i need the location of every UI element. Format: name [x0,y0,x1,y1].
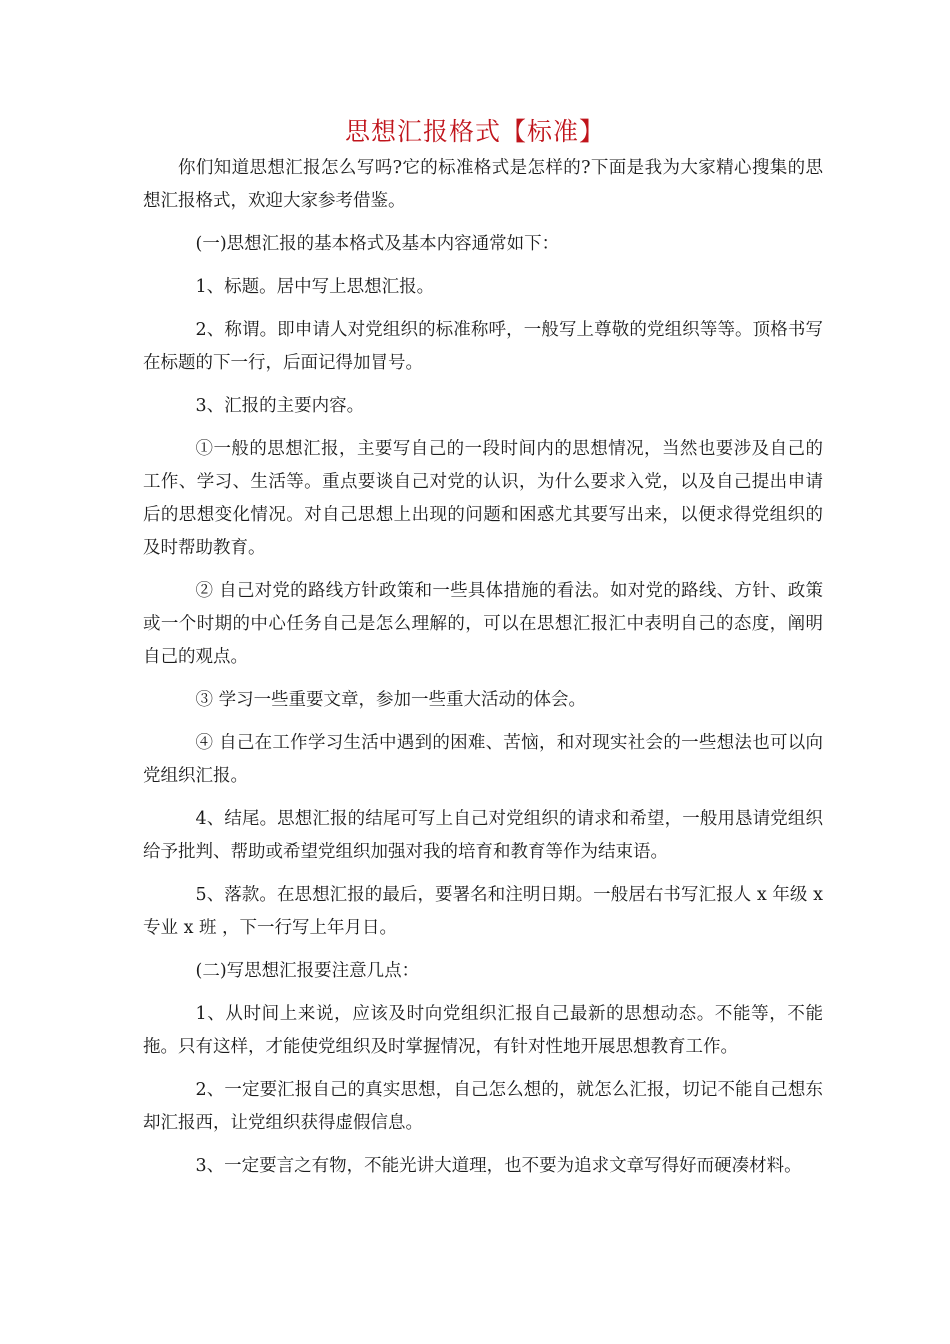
body-paragraph: 1、标题。居中写上思想汇报。 [195,277,435,297]
body-paragraph: 5、落款。在思想汇报的最后，要署名和注明日期。一般居右书写汇报人 x 年级 x 专业 x 班 ，下一行写上年月日。 [143,885,823,938]
body-paragraph: 你们知道思想汇报怎么写吗?它的标准格式是怎样的?下面是我为大家精心搜集的思想汇报格式，欢迎大家参考借鉴。 [143,158,823,211]
document-body [143,152,823,1193]
body-paragraph: 2、称谓。即申请人对党组织的标准称呼，一般写上尊敬的党组织等等。顶格书写在标题的下一行，后面记得加冒号。 [143,320,823,373]
document-title: 思想汇报格式【标准】 [344,117,605,146]
body-paragraph: ①一般的思想汇报，主要写自己的一段时间内的思想情况，当然也要涉及自己的工作、学习、生活等。重点要谈自己对党的认识，为什么要求入党，以及自己提出申请后的思想变化情况。对自己思想上出现的问题和困惑尤其要写出来，以便求得党组织的及时帮助教育。 [143,439,823,558]
body-paragraph: ④ 自己在工作学习生活中遇到的困难、苦恼，和对现实社会的一些想法也可以向党组织汇报。 [143,733,823,786]
body-paragraph: ② 自己对党的路线方针政策和一些具体措施的看法。如对党的路线、方针、政策或一个时期的中心任务自己是怎么理解的，可以在思想汇报汇中表明自己的态度，阐明自己的观点。 [143,581,823,667]
body-paragraph: ③ 学习一些重要文章，参加一些重大活动的体会。 [195,690,587,710]
body-paragraph: (二)写思想汇报要注意几点： [195,961,420,981]
body-paragraph: 1、从时间上来说，应该及时向党组织汇报自己最新的思想动态。不能等，不能拖。只有这样，才能使党组织及时掌握情况，有针对性地开展思想教育工作。 [143,1004,823,1057]
body-paragraph: 3、一定要言之有物，不能光讲大道理，也不要为追求文章写得好而硬凑材料。 [195,1156,802,1176]
body-paragraph: 3、汇报的主要内容。 [195,396,365,416]
body-paragraph: 2、一定要汇报自己的真实思想，自己怎么想的，就怎么汇报，切记不能自己想东却汇报西，让党组织获得虚假信息。 [143,1080,823,1133]
body-paragraph: (一)思想汇报的基本格式及基本内容通常如下： [195,234,560,254]
body-paragraph: 4、结尾。思想汇报的结尾可写上自己对党组织的请求和希望，一般用恳请党组织给予批判、帮助或希望党组织加强对我的培育和教育等作为结束语。 [143,809,823,862]
